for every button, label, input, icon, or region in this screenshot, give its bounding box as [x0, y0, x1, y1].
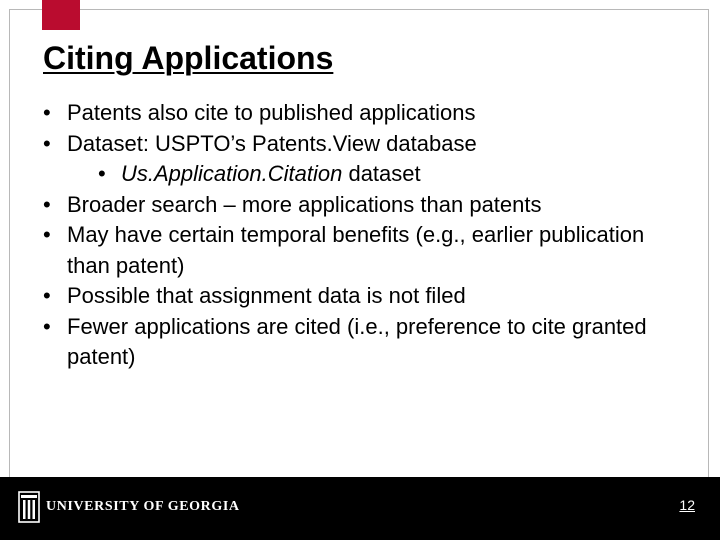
- bullet-item: [43, 190, 683, 221]
- bullet-text: Broader search – more applications than patents: [67, 191, 542, 217]
- bullet-dot: •: [43, 222, 51, 247]
- bullet-item: [43, 98, 683, 129]
- sub-bullet-item: [43, 159, 683, 190]
- bullet-text: Dataset: USPTO’s Patents.View database: [67, 130, 477, 156]
- bullet-text: Fewer applications are cited (i.e., preference to cite granted patent): [67, 313, 647, 369]
- bullet-text: Possible that assignment data is not filed: [67, 283, 466, 308]
- red-accent-tab: [42, 0, 80, 30]
- bullet-list: [43, 98, 683, 373]
- bullet-dot: •: [98, 161, 106, 186]
- bullet-text: Patents also cite to published applications: [67, 100, 476, 125]
- bullet-item: [43, 312, 683, 373]
- bullet-item: [43, 129, 683, 160]
- page-number[interactable]: 12: [679, 497, 695, 513]
- university-logo: [18, 491, 240, 523]
- logo-text: UNIVERSITY OF GEORGIA: [46, 499, 240, 514]
- bullet-dot: •: [43, 191, 51, 217]
- bullet-dot: •: [43, 130, 51, 156]
- bullet-item: [43, 281, 683, 312]
- bullet-text: May have certain temporal benefits (e.g., earlier publication than patent): [67, 222, 645, 278]
- footer-bar: [0, 477, 720, 540]
- bullet-item: [43, 220, 683, 281]
- bullet-dot: •: [43, 313, 51, 339]
- slide-title: Citing Applications: [43, 40, 334, 76]
- bullet-dot: •: [43, 283, 51, 308]
- arch-icon: [18, 491, 40, 523]
- bullet-text: dataset: [342, 161, 421, 186]
- bullet-emphasis: Us.Application.Citation: [121, 161, 343, 186]
- bullet-dot: •: [43, 100, 51, 125]
